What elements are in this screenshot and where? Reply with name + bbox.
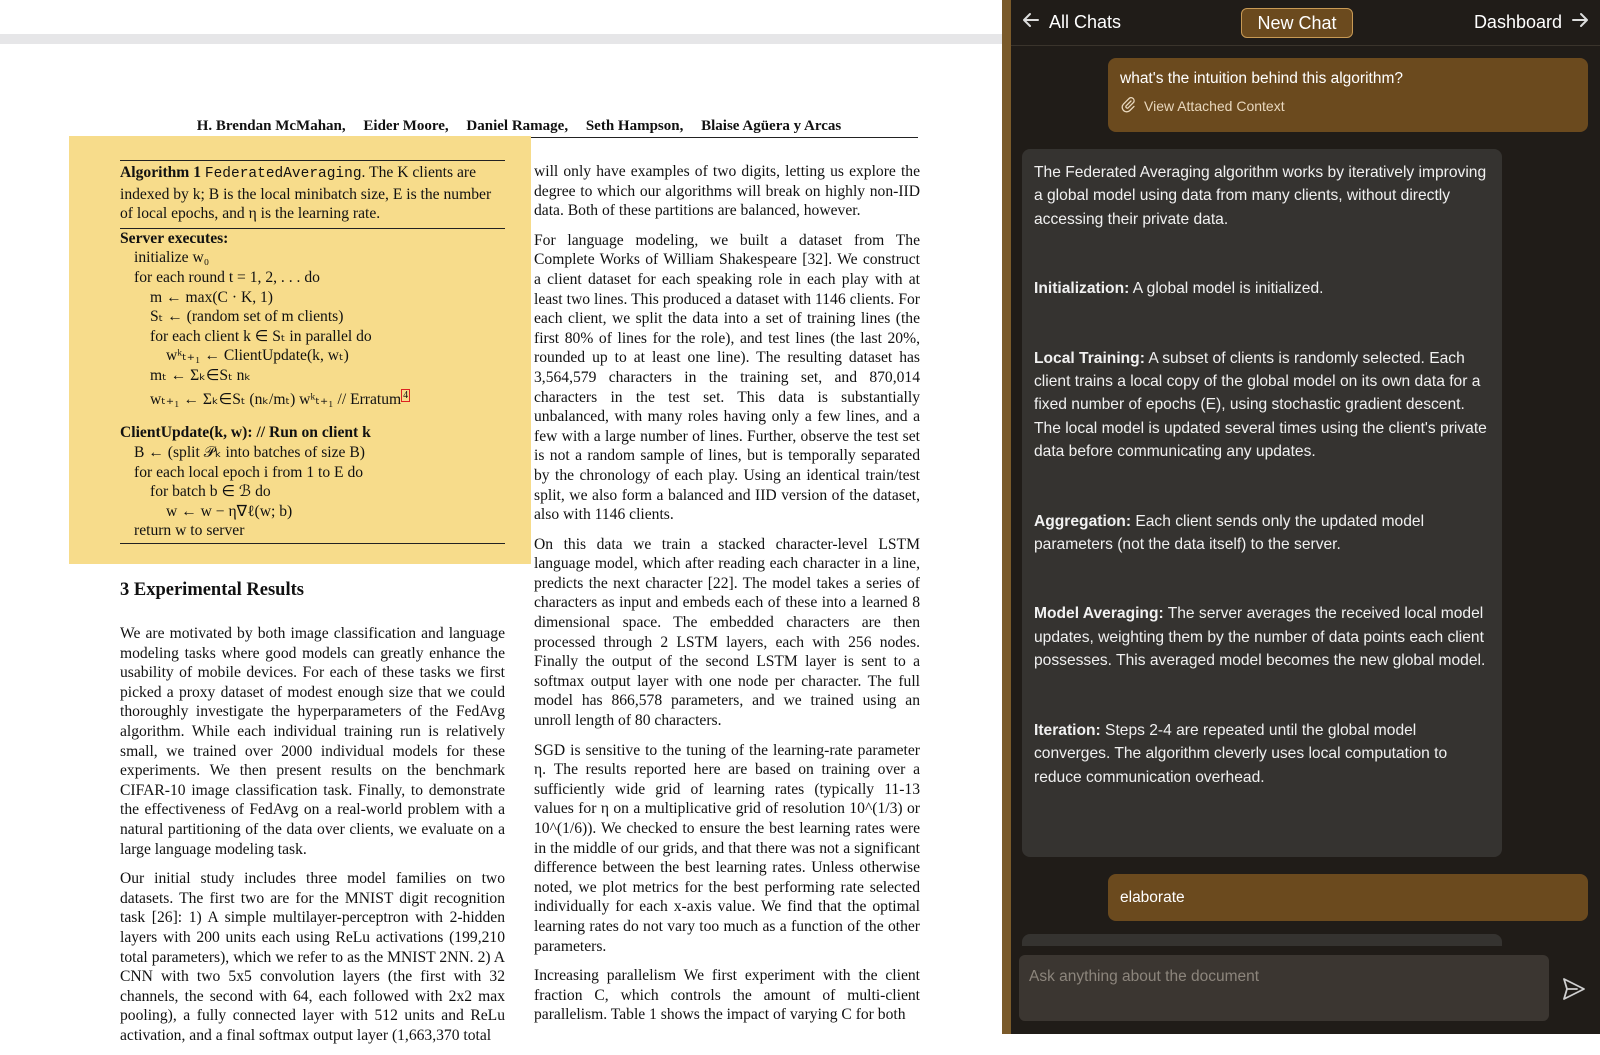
algo-line: return w to server bbox=[134, 522, 245, 540]
algo-line: for each round t = 1, 2, . . . do bbox=[134, 268, 320, 286]
assistant-paragraph bbox=[1034, 719, 1490, 789]
erratum-footnote-link[interactable]: 4 bbox=[403, 389, 409, 401]
chat-header bbox=[1011, 0, 1600, 46]
assistant-message-loading bbox=[1022, 934, 1502, 946]
assistant-paragraph bbox=[1034, 277, 1490, 300]
chat-panel bbox=[1011, 0, 1600, 1034]
algorithm-box bbox=[120, 160, 505, 544]
author: Seth Hampson, bbox=[585, 118, 684, 134]
paragraph: will only have examples of two digits, letting us explore the degree to which our algorithms will break on highly non-IID data. Both of these partitions are balanced, however. bbox=[534, 163, 920, 220]
paragraph: On this data we train a stacked character-level LSTM language model, which after reading each character in a line, predicts the next character [22]. The model takes a series of characters as input and embeds each of these into a learned 8 dimensional space. The embedded characters are then processed through 2 LSTM layers, each with 256 nodes. Finally the output of the second LSTM layer is sent to a softmax output layer with one node per character. The full model has 866,578 parameters, and we trained using an unroll length of 80 characters. bbox=[534, 535, 920, 730]
left-column bbox=[120, 624, 505, 1055]
author: H. Brendan McMahan, bbox=[196, 118, 346, 134]
assistant-paragraph bbox=[1034, 347, 1490, 464]
paperclip-icon bbox=[1120, 96, 1136, 115]
algo-line: wₜ₊₁ ← Σₖ∈Sₜ (nₖ/mₜ) wᵏₜ₊₁ // Erratum bbox=[150, 390, 402, 408]
user-message bbox=[1108, 874, 1588, 921]
author: Blaise Agüera y Arcas bbox=[701, 118, 842, 134]
document-scroll-track bbox=[0, 34, 1002, 44]
send-button[interactable] bbox=[1560, 977, 1588, 1005]
assistant-paragraph-heading: Initialization: bbox=[1034, 280, 1130, 298]
assistant-paragraph bbox=[1034, 161, 1490, 231]
send-icon bbox=[1561, 976, 1587, 1007]
assistant-paragraph-text: Each client sends only the updated model parameters (not the data itself) to the server. bbox=[1034, 512, 1425, 554]
algo-line: for each client k ∈ Sₜ in parallel do bbox=[150, 327, 372, 345]
paragraph: We are motivated by both image classification and language modeling tasks where good models can greatly enhance the usability of mobile devices. For each of these tasks we first picked a proxy dataset of modest enough size that we could thoroughly investigate the hyperparameters of the FedAvg algorithm. While each individual training run is relatively small, we trained over 2000 individual models for these experiments. We then present results on the benchmark CIFAR-10 image classification task. Finally, to demonstrate the effectiveness of FedAvg on a real-world problem with a natural partitioning of the data over clients, we evaluate on a large language modeling task. bbox=[120, 625, 505, 858]
chat-input-box bbox=[1019, 955, 1549, 1021]
assistant-paragraph-heading: Model Averaging: bbox=[1034, 605, 1164, 623]
assistant-message bbox=[1022, 149, 1502, 857]
arrow-left-icon bbox=[1021, 10, 1041, 35]
algorithm-name: FederatedAveraging bbox=[204, 166, 362, 182]
assistant-paragraph-text: A global model is initialized. bbox=[1129, 280, 1324, 298]
algo-line-erratum bbox=[120, 386, 505, 410]
algo-line: for each local epoch i from 1 to E do bbox=[134, 463, 364, 481]
assistant-paragraph bbox=[1034, 510, 1490, 557]
assistant-paragraph-text: A subset of clients is randomly selected. Each client trains a local copy of the global model on its own data for a fixed number of epochs (E), using stochastic gradient descent. The local model is updated several times using the client's private data before communicating any updates. bbox=[1034, 349, 1487, 461]
all-chats-button[interactable] bbox=[1021, 10, 1121, 35]
algorithm-label: Algorithm 1 bbox=[120, 164, 201, 181]
assistant-paragraph-text: The server averages the received local model updates, weighting them by the number of data points each client possesses. This averaged model becomes the new global model. bbox=[1034, 605, 1486, 670]
view-attached-context-label: View Attached Context bbox=[1144, 97, 1285, 114]
author: Daniel Ramage, bbox=[466, 118, 569, 134]
author: Eider Moore, bbox=[363, 118, 449, 134]
new-chat-button[interactable]: New Chat bbox=[1241, 8, 1353, 38]
right-column bbox=[534, 162, 920, 1035]
assistant-paragraph bbox=[1034, 602, 1490, 672]
user-message-text: elaborate bbox=[1120, 888, 1185, 906]
paragraph: Our initial study includes three model families on two datasets. The first two are for the MNIST digit recognition task [26]: 1) A simple multilayer-perceptron with 2-hidden layers with 200 units each using ReLu activations (199,210 total parameters), which we refer to as the MNIST 2NN. 2) A CNN with two 5x5 convolution layers (the first with 32 channels, the second with 64, each followed with 2x2 max pooling), a fully connected layer with 512 units and ReLu activation, and a final softmax output layer (1,663,370 total bbox=[120, 870, 505, 1044]
algo-line: for batch b ∈ ℬ do bbox=[150, 483, 271, 501]
user-message bbox=[1108, 58, 1588, 132]
algo-line: B ← (split 𝒫ₖ into batches of size B) bbox=[134, 443, 365, 461]
section-title: 3 Experimental Results bbox=[120, 580, 304, 600]
paragraph: SGD is sensitive to the tuning of the learning-rate parameter η. The results reported here are based on training over a sufficiently wide grid of learning rates (typically 11-13 values for η on a multiplicative grid of resolution 10^(1/3) or 10^(1/6)). We checked to ensure the best learning rates were in the middle of our grids, and that there was not a significant difference between the best learning rates. Unless otherwise noted, we plot metrics for the best performing rate selected individually for each x-axis value. We find that the optimal learning rates do not vary too much as a function of the other parameters. bbox=[534, 741, 920, 955]
assistant-paragraph-heading: Aggregation: bbox=[1034, 512, 1132, 530]
algorithm-bottom-rule bbox=[120, 543, 505, 544]
algo-line: m ← max(C · K, 1) bbox=[150, 288, 273, 306]
paragraph: Increasing parallelism We first experiment with the client fraction C, which controls the amount of multi-client parallelism. Table 1 shows the impact of varying C for both bbox=[534, 967, 920, 1024]
algo-line: mₜ ← Σₖ∈Sₜ nₖ bbox=[150, 366, 252, 384]
algo-line: initialize w₀ bbox=[134, 249, 210, 267]
assistant-paragraph-text: Steps 2-4 are repeated until the global model converges. The algorithm cleverly uses local computation to reduce communication overhead. bbox=[1034, 721, 1448, 786]
algorithm-caption bbox=[120, 161, 505, 226]
assistant-paragraph-heading: Local Training: bbox=[1034, 349, 1145, 367]
algorithm-caption-text: . The K clients are indexed by k; B is the local minibatch size, E is the number of local epochs, and η is the learning rate. bbox=[120, 164, 492, 223]
dashboard-label: Dashboard bbox=[1473, 12, 1562, 32]
arrow-right-icon bbox=[1570, 10, 1590, 35]
algo-spacer bbox=[120, 409, 505, 423]
assistant-paragraph-heading: Iteration: bbox=[1034, 721, 1101, 739]
all-chats-label: All Chats bbox=[1049, 12, 1122, 32]
algo-line: Server executes: bbox=[120, 229, 229, 247]
paper-authors bbox=[120, 118, 918, 138]
algo-line: wᵏₜ₊₁ ← ClientUpdate(k, wₜ) bbox=[166, 347, 349, 365]
algo-line: ClientUpdate(k, w): // Run on client k bbox=[120, 424, 371, 442]
pane-resize-handle[interactable] bbox=[1002, 0, 1011, 1034]
algo-line: Sₜ ← (random set of m clients) bbox=[150, 308, 344, 326]
user-message-text: what's the intuition behind this algorithm? bbox=[1120, 70, 1403, 87]
algo-line: w ← w − η∇ℓ(w; b) bbox=[166, 502, 293, 520]
view-attached-context-link[interactable] bbox=[1120, 96, 1576, 115]
paragraph: For language modeling, we built a dataset from The Complete Works of William Shakespeare [32]. We construct a client dataset for each speaking role in each play with at least two lines. This produced a dataset with 1146 clients. For each client, we split the data into a set of training lines (the first 80% of lines for the role), and test lines (the last 20%, rounded up to at least one line). The resulting dataset has 3,564,579 characters in the training set, and 870,014 characters in the test set. This data is substantially unbalanced, with many roles having only a few lines, and a few with a large number of lines. Further, observe the test set is not a random sample of lines, but is temporally separated by the chronology of each play. Using an identical train/test split, we also form a balanced and IID version of the dataset, also with 1146 clients. bbox=[534, 231, 920, 524]
assistant-paragraph-text: The Federated Averaging algorithm works by iteratively improving a global model using data from many clients, without directly accessing their private data. bbox=[1034, 164, 1487, 228]
dashboard-button[interactable] bbox=[1474, 10, 1590, 35]
chat-input[interactable] bbox=[1019, 955, 1549, 1021]
